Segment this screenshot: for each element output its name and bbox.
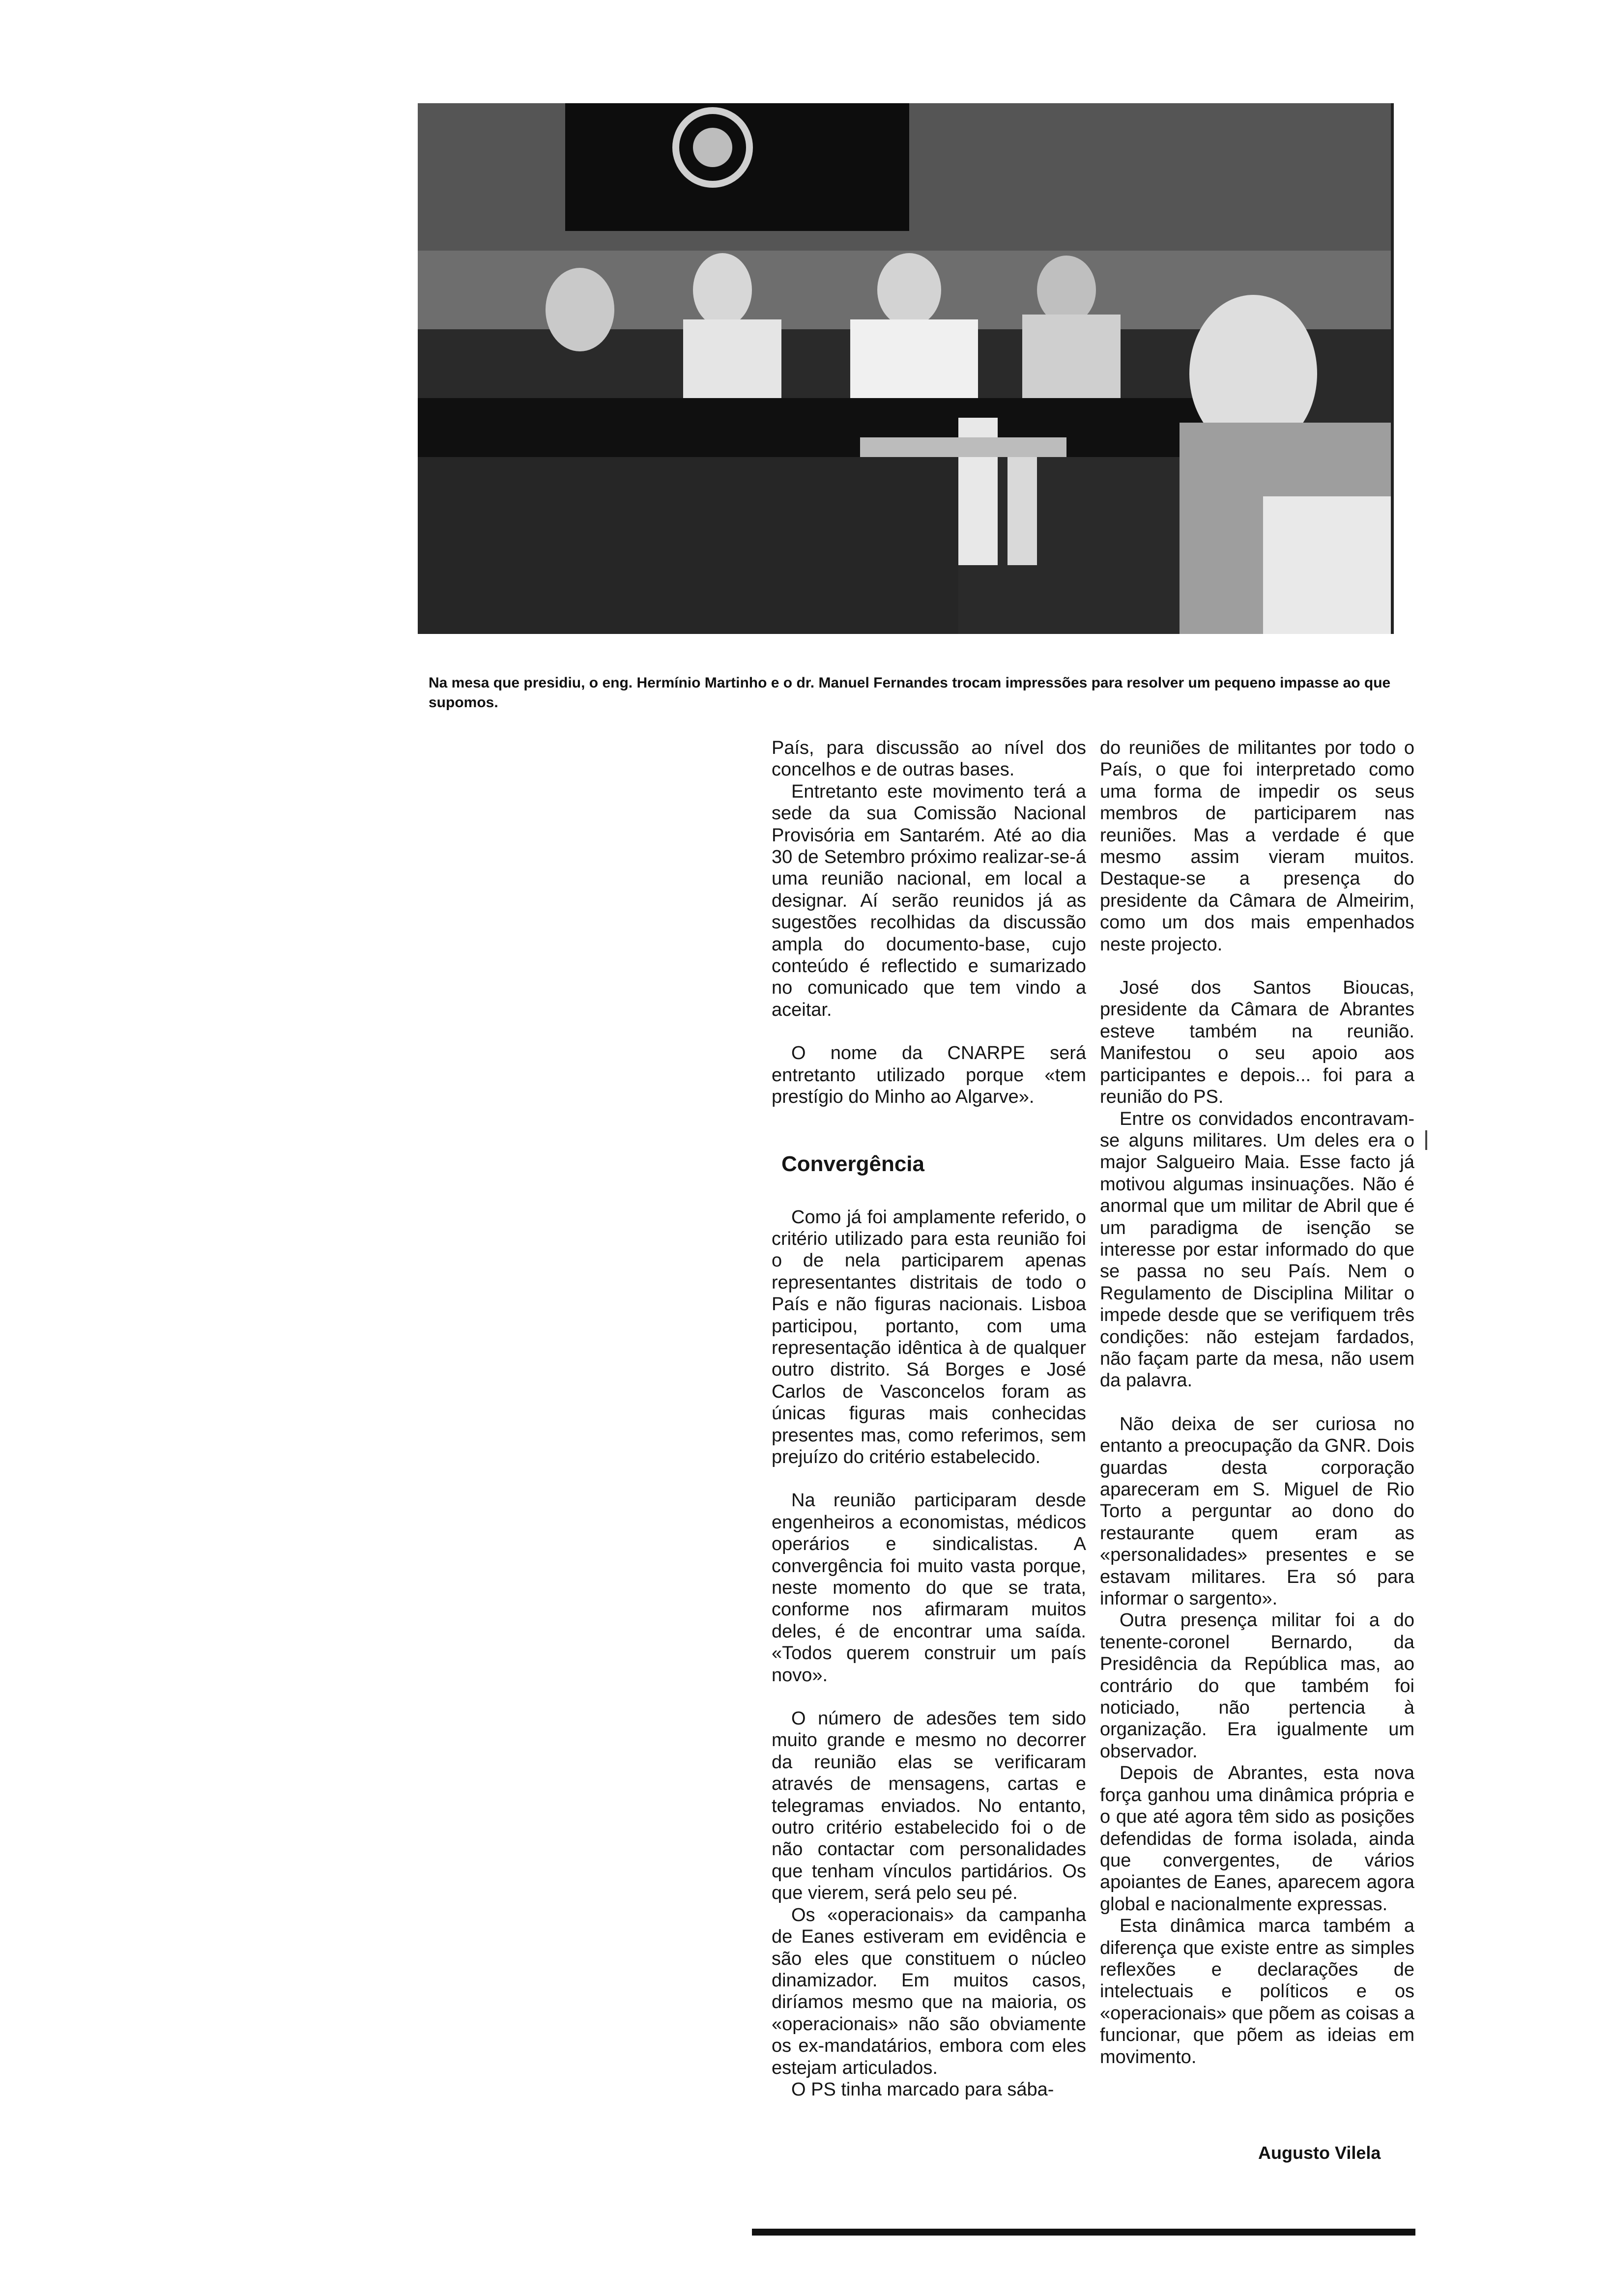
- article-column-right: [1100, 737, 1414, 2068]
- photo-caption: Na mesa que presidiu, o eng. Hermínio Martinho e o dr. Manuel Fernandes trocam impressões para resolver um pequeno impasse ao que supomos.: [429, 675, 1391, 711]
- paragraph: do reuniões de militantes por todo o País, o que foi interpretado como uma forma de impedir os seus membros de participarem nas reuniões. Mas a verdade é que mesmo assim vieram muitos. Destaque-se a presença do presidente da Câmara de Almeirim, como um dos mais empenhados neste projecto.: [1100, 738, 1414, 955]
- paragraph: O nome da CNARPE será entretanto utilizado porque «tem prestígio do Minho ao Algarve».: [772, 1043, 1086, 1108]
- news-photo: [418, 103, 1394, 634]
- paragraph: O PS tinha marcado para sába-: [791, 2079, 1054, 2100]
- paragraph: Os «operacionais» da campanha de Eanes estiveram em evidência e são eles que constituem o núcleo dinamizador. Em muitos casos, diríamos mesmo que na maioria, os «operacionais» não são obviamente os ex-mandatários, embora com eles estejam articulados.: [772, 1904, 1086, 2078]
- paragraph: Não deixa de ser curiosa no entanto a preocupação da GNR. Dois guardas desta corporação apareceram em S. Miguel de Rio Torto a perguntar ao dono do restaurante quem eram as «personalidades» presentes e se estavam militares. Era só para informar o sargento».: [1100, 1413, 1414, 1609]
- paragraph: Esta dinâmica marca também a diferença que existe entre as simples reflexões e declarações de intelectuais e políticos e os «operacionais» que põem as coisas a funcionar, que põem as ideias em movimento.: [1100, 1916, 1414, 2067]
- paragraph: Entretanto este movimento terá a sede da sua Comissão Nacional Provisória em Santarém. Até ao dia 30 de Setembro próximo realizar-se-á uma reunião nacional, em local a designar. Aí serão reunidos já as sugestões recolhidas da discussão ampla do documento-base, cujo conteúdo é reflectido e sumarizado no comunicado que tem vindo a aceitar.: [772, 781, 1086, 1020]
- paragraph: O número de adesões tem sido muito grande e mesmo no decorrer da reunião elas se verificaram através de mensagens, cartas e telegramas enviados. No entanto, outro critério estabelecido foi o de não contactar com personalidades que tenham vínculos partidários. Os que vierem, será pelo seu pé.: [772, 1708, 1086, 1904]
- paragraph: Na reunião participaram desde engenheiros a economistas, médicos operários e sindicalistas. A convergência foi muito vasta porque, neste momento do que se trata, conforme nos afirmaram muitos deles, é de encontrar uma saída. «Todos querem construir um país novo».: [772, 1490, 1086, 1686]
- paragraph: Entre os convidados encontravam-se alguns militares. Um deles era o major Salgueiro Maia. Esse facto já motivou algumas insinuações. Não é anormal que um militar de Abril que é um paradigma de isenção se interesse por estar informado do que se passa no seu País. Nem o Regulamento de Disciplina Militar o impede desde que se verifiquem três condições: não estejam fardados, não façam parte da mesa, não usem da palavra.: [1100, 1108, 1414, 1391]
- section-heading: Convergência: [781, 1151, 924, 1176]
- paragraph: Como já foi amplamente referido, o critério utilizado para esta reunião foi o de nela participarem apenas representantes distritais de todo o País e não figuras nacionais. Lisboa participou, portanto, com uma representação idêntica à de qualquer outro distrito. Sá Borges e José Carlos de Vasconcelos foram as únicas figuras mais conhecidas presentes mas, como referimos, sem prejuízo do critério estabelecido.: [772, 1206, 1086, 1467]
- paragraph: Outra presença militar foi a do tenente-coronel Bernardo, da Presidência da República mas, ao contrário do que também foi noticiado, não pertencia à organização. Era igualmente um observador.: [1100, 1610, 1414, 1762]
- meeting-photo-illustration: [418, 103, 1391, 634]
- paragraph: José dos Santos Bioucas, presidente da Câmara de Abrantes esteve também na reunião. Manifestou o seu apoio aos participantes e depois... foi para a reunião do PS.: [1100, 977, 1414, 1108]
- article-column-left: [772, 737, 1086, 2100]
- bottom-rule: [752, 2229, 1415, 2236]
- column-margin-mark: [1425, 1130, 1427, 1150]
- author-signature: Augusto Vilela: [1258, 2143, 1381, 2163]
- paragraph: Depois de Abrantes, esta nova força ganhou uma dinâmica própria e o que até agora têm sido as posições defendidas de forma isolada, ainda que convergentes, de vários apoiantes de Eanes, aparecem agora global e nacionalmente expressas.: [1100, 1763, 1414, 1915]
- paragraph: País, para discussão ao nível dos concelhos e de outras bases.: [772, 738, 1086, 780]
